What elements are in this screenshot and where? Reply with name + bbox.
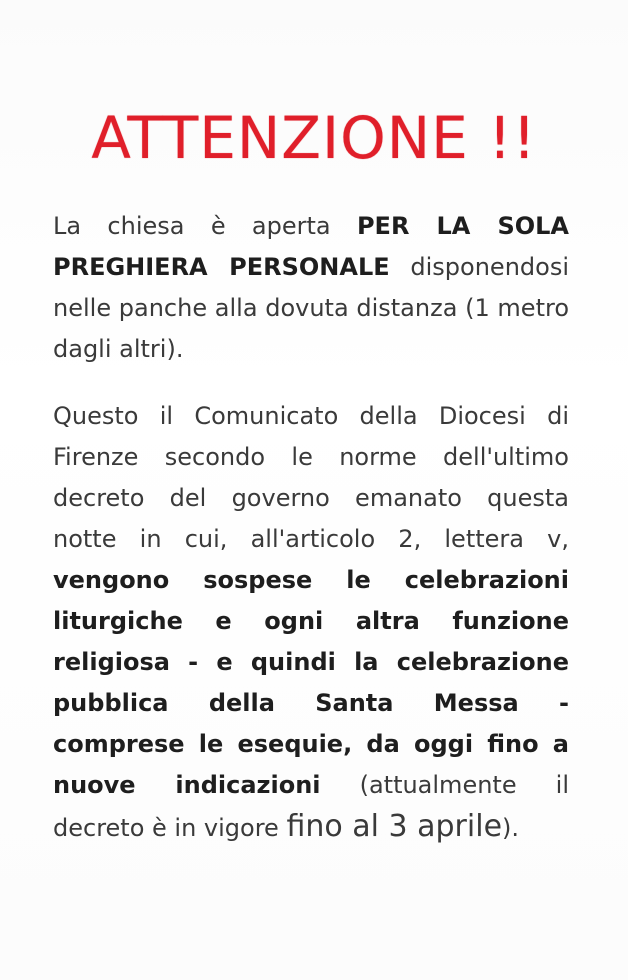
paragraph-1-text-2: disponendosi nelle panche alla dovuta distanza (1 metro dagli altri). — [53, 253, 569, 363]
notice-paragraph-1 — [53, 206, 569, 370]
paragraph-2-text-2: (attualmente il decreto è in vigore — [53, 771, 569, 842]
notice-paragraph-2 — [53, 396, 569, 849]
paragraph-1-bold-1: PER LA SOLA PREGHIERA PERSONALE — [53, 212, 569, 281]
paragraph-2-bold-1: vengono sospese le celebrazioni liturgiche e ogni altra funzione religiosa - e quindi la celebrazione pubblica della Santa Messa - comprese le esequie, da oggi fino a nuove indicazioni — [53, 566, 569, 799]
paragraph-2-text-3: ). — [502, 814, 520, 842]
paragraph-2-end-date: fino al 3 aprile — [286, 809, 503, 844]
paragraph-1-text-1: La chiesa è aperta — [53, 212, 357, 240]
notice-title: ATTENZIONE !! — [91, 104, 537, 172]
paragraph-2-text-1: Questo il Comunicato della Diocesi di Firenze secondo le norme dell'ultimo decreto del governo emanato questa notte in cui, all'articolo 2, lettera v, — [53, 402, 569, 553]
